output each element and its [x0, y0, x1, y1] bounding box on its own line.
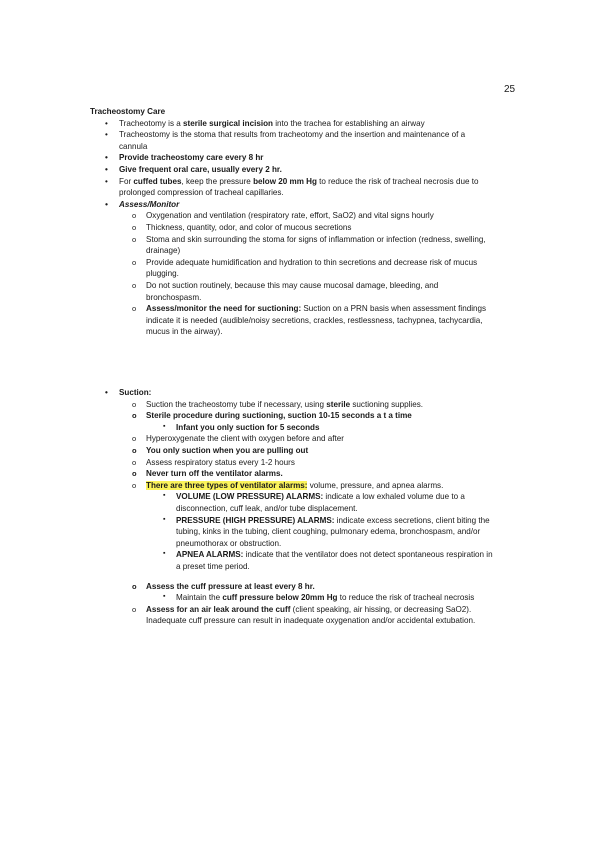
- circle-bullet-icon: o: [132, 304, 137, 314]
- circle-bullet-icon: o: [132, 480, 137, 490]
- list-item: • For cuffed tubes, keep the pressure below 20 mm Hg to reduce the risk of tracheal necrosis due to prolonged compression of tracheal capillaries.: [105, 176, 479, 198]
- list-item: o Sterile procedure during suctioning, suction 10-15 seconds a t a time: [132, 411, 412, 421]
- tracheostomy-care-section: [90, 106, 520, 338]
- bullet-icon: •: [105, 176, 108, 186]
- list-item: o Never turn off the ventilator alarms.: [132, 469, 283, 479]
- list-item: ▪ APNEA ALARMS: indicate that the ventilator does not detect spontaneous respiration in a preset time period.: [163, 550, 493, 571]
- list-item: o Do not suction routinely, because this may cause mucosal damage, bleeding, and bronchospasm.: [132, 280, 439, 302]
- list-item: o Hyperoxygenate the client with oxygen before and after: [132, 434, 344, 444]
- circle-bullet-icon: o: [132, 469, 137, 479]
- list-item: o Assess the cuff pressure at least every 8 hr.: [132, 581, 315, 591]
- list-item: o You only suction when you are pulling out: [132, 445, 309, 455]
- list-item: o Assess respiratory status every 1-2 hours: [132, 457, 295, 467]
- bullet-icon: •: [105, 388, 108, 397]
- list-item: • Provide tracheostomy care every 8 hr: [105, 153, 264, 163]
- list-item: • Assess/Monitor: [105, 199, 180, 209]
- circle-bullet-icon: o: [132, 234, 137, 244]
- square-bullet-icon: ▪: [163, 492, 166, 500]
- list-item: o Provide adequate humidification and hydration to thin secretions and decrease risk of mucus plugging.: [132, 257, 478, 279]
- list-item: o Stoma and skin surrounding the stoma for signs of inflammation or infection (redness, swelling, drainage): [132, 234, 486, 256]
- list-item: o Thickness, quantity, odor, and color of mucous secretions: [132, 222, 352, 232]
- square-bullet-icon: ▪: [163, 422, 166, 430]
- circle-bullet-icon: o: [132, 604, 137, 614]
- section-title: • Suction:: [105, 388, 152, 397]
- circle-bullet-icon: o: [132, 257, 137, 267]
- list-item: ▪ VOLUME (LOW PRESSURE) ALARMS: indicate a low exhaled volume due to a disconnection, cuff leak, and/or tube displacement.: [163, 492, 465, 513]
- list-item: o Assess for an air leak around the cuff (client speaking, air hissing, or decreasing SaO2). Inadequate cuff pressure can result in inadequate oxygenation and/or accidental extubation.: [132, 604, 476, 626]
- page-number: 25: [504, 84, 516, 95]
- list-item: o Suction the tracheostomy tube if necessary, using sterile suctioning supplies.: [132, 399, 424, 409]
- circle-bullet-icon: o: [132, 222, 137, 232]
- bullet-icon: •: [105, 164, 108, 174]
- list-item: • Tracheostomy is the stoma that results from tracheotomy and the insertion and maintenance of a cannula: [105, 130, 466, 151]
- bullet-icon: •: [105, 153, 108, 163]
- list-item: • Tracheotomy is a sterile surgical incision into the trachea for establishing an airway: [105, 118, 425, 128]
- list-item: o Oxygenation and ventilation (respiratory rate, effort, SaO2) and vital signs hourly: [132, 211, 434, 221]
- circle-bullet-icon: o: [132, 411, 137, 421]
- circle-bullet-icon: o: [132, 434, 137, 444]
- bullet-icon: •: [105, 199, 108, 209]
- list-item: ▪ Maintain the cuff pressure below 20mm Hg to reduce the risk of tracheal necrosis: [163, 593, 475, 603]
- circle-bullet-icon: o: [132, 457, 137, 467]
- list-item: • Give frequent oral care, usually every 2 hr.: [105, 164, 282, 174]
- suction-section: [90, 387, 520, 627]
- square-bullet-icon: ▪: [163, 550, 166, 558]
- square-bullet-icon: ▪: [163, 515, 166, 523]
- list-item: o There are three types of ventilator alarms: volume, pressure, and apnea alarms.: [132, 480, 444, 490]
- bullet-icon: •: [105, 130, 108, 140]
- circle-bullet-icon: o: [132, 211, 137, 221]
- list-item: ▪ Infant you only suction for 5 seconds: [163, 422, 320, 432]
- highlighted-text: There are three types of ventilator alarms:: [146, 480, 308, 490]
- circle-bullet-icon: o: [132, 581, 137, 591]
- bullet-icon: •: [105, 118, 108, 128]
- circle-bullet-icon: o: [132, 445, 137, 455]
- square-bullet-icon: ▪: [163, 593, 166, 601]
- section-title: Tracheostomy Care: [90, 107, 166, 116]
- circle-bullet-icon: o: [132, 280, 137, 290]
- circle-bullet-icon: o: [132, 399, 137, 409]
- list-item: ▪ PRESSURE (HIGH PRESSURE) ALARMS: indicate excess secretions, client biting the tubing, kinks in the tubing, client coughing, pulmonary edema, bronchospasm, and/or pneumothorax or obstruction.: [163, 515, 490, 548]
- list-item: o Assess/monitor the need for suctioning: Suction on a PRN basis when assessment findings indicate it is needed (audible/noisy secretions, crackles, restlessness, tachypnea, tachycardia, mucus in the airway).: [132, 304, 487, 337]
